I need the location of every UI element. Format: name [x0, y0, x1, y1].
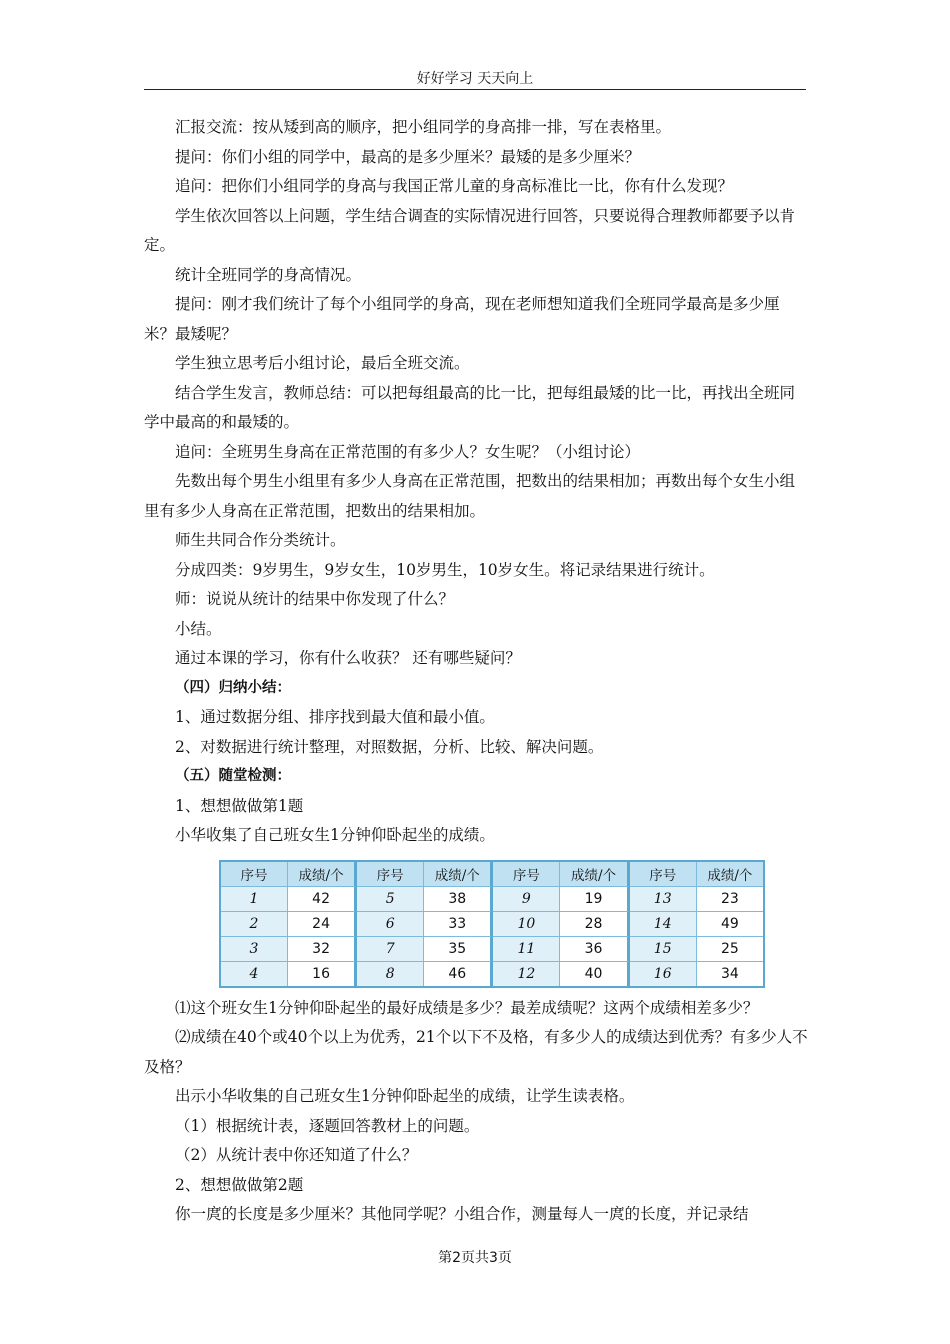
score-cell: 28: [560, 912, 629, 937]
summary-item: 2、对数据进行统计整理，对照数据，分析、比较、解决问题。: [175, 737, 604, 756]
paragraph: 汇报交流：按从矮到高的顺序，把小组同学的身高排一排，写在表格里。: [175, 118, 672, 136]
column-header-score: 成绩/个: [288, 862, 357, 887]
summary-item: 1、通过数据分组、排序找到最大值和最小值。: [175, 708, 495, 726]
paragraph: 学生依次回答以上问题，学生结合调查的实际情况进行回答，只要说得合理教师都要予以肯定。: [144, 206, 796, 254]
document-body: [144, 113, 808, 1230]
column-header-score: 成绩/个: [424, 862, 493, 887]
paragraph: 师：说说从统计的结果中你发现了什么？: [175, 590, 455, 608]
index-cell: 9: [493, 887, 560, 912]
index-cell: 6: [357, 912, 424, 937]
score-cell: 25: [697, 937, 763, 962]
paragraph: （2）从统计表中你还知道了什么？: [175, 1146, 418, 1164]
index-cell: 8: [357, 962, 424, 986]
situp-score-table: [219, 860, 765, 988]
paragraph: 学生独立思考后小组讨论，最后全班交流。: [175, 354, 470, 372]
index-cell: 11: [493, 937, 560, 962]
paragraphs-after: [144, 994, 808, 1230]
paragraph: 通过本课的学习，你有什么收获？ 还有哪些疑问？: [175, 649, 521, 667]
paragraph: 你一庹的长度是多少厘米？其他同学呢？小组合作，测量每人一庹的长度，并记录结: [175, 1205, 749, 1223]
score-cell: 40: [560, 962, 629, 986]
column-header-index: 序号: [493, 862, 560, 887]
score-cell: 36: [560, 937, 629, 962]
score-cell: 49: [697, 912, 763, 937]
section-heading-summary: （四）归纳小结：: [175, 679, 291, 696]
index-cell: 2: [221, 912, 288, 937]
exercise-intro: 小华收集了自己班女生1分钟仰卧起坐的成绩。: [175, 826, 495, 844]
index-cell: 15: [630, 937, 697, 962]
header-rule: [144, 89, 806, 90]
index-cell: 16: [630, 962, 697, 986]
exercise-title: 1、想想做做第1题: [175, 796, 304, 815]
index-cell: 4: [221, 962, 288, 986]
score-cell: 16: [288, 962, 357, 986]
score-cell: 23: [697, 887, 763, 912]
score-cell: 24: [288, 912, 357, 937]
column-header-index: 序号: [630, 862, 697, 887]
index-cell: 3: [221, 937, 288, 962]
table-row: [221, 912, 763, 937]
score-cell: 38: [424, 887, 493, 912]
score-cell: 35: [424, 937, 493, 962]
paragraph: 提问：你们小组的同学中，最高的是多少厘米？最矮的是多少厘米？: [175, 147, 641, 166]
paragraph: （1）根据统计表，逐题回答教材上的问题。: [175, 1116, 480, 1135]
paragraph: 先数出每个男生小组里有多少人身高在正常范围，把数出的结果相加；再数出每个女生小组里有多少人身高在正常范围，把数出的结果相加。: [144, 472, 796, 520]
paragraph: 分成四类：9岁男生，9岁女生，10岁男生，10岁女生。将记录结果进行统计。: [175, 560, 715, 579]
paragraph: 提问：刚才我们统计了每个小组同学的身高，现在老师想知道我们全班同学最高是多少厘米？最矮呢？: [144, 295, 780, 343]
index-cell: 5: [357, 887, 424, 912]
index-cell: 13: [630, 887, 697, 912]
table-row: [221, 962, 763, 986]
table-row: [221, 887, 763, 912]
column-header-score: 成绩/个: [560, 862, 629, 887]
index-cell: 14: [630, 912, 697, 937]
index-cell: 7: [357, 937, 424, 962]
index-cell: 10: [493, 912, 560, 937]
page-number: 第2页共3页: [438, 1250, 512, 1266]
paragraph: 追问：全班男生身高在正常范围的有多少人？女生呢？（小组讨论）: [175, 442, 641, 461]
score-cell: 42: [288, 887, 357, 912]
score-cell: 46: [424, 962, 493, 986]
paragraph: 结合学生发言，教师总结：可以把每组最高的比一比，把每组最矮的比一比，再找出全班同学中最高的和最矮的。: [144, 383, 796, 431]
paragraph: ⑵成绩在40个或40个以上为优秀，21个以下不及格，有多少人的成绩达到优秀？有多少人不及格？: [144, 1028, 808, 1076]
paragraph: 师生共同合作分类统计。: [175, 531, 346, 549]
paragraph: ⑴这个班女生1分钟仰卧起坐的最好成绩是多少？最差成绩呢？这两个成绩相差多少？: [175, 998, 759, 1017]
paragraph: 统计全班同学的身高情况。: [175, 265, 362, 284]
paragraph: 追问：把你们小组同学的身高与我国正常儿童的身高标准比一比，你有什么发现？: [175, 177, 734, 195]
index-cell: 1: [221, 887, 288, 912]
paragraph: 出示小华收集的自己班女生1分钟仰卧起坐的成绩，让学生读表格。: [175, 1087, 635, 1105]
score-cell: 32: [288, 937, 357, 962]
paragraphs-before: [144, 113, 808, 674]
paragraph: 2、想想做做第2题: [175, 1175, 304, 1194]
page-header: 好好学习 天天向上: [416, 71, 534, 87]
score-cell: 19: [560, 887, 629, 912]
index-cell: 12: [493, 962, 560, 986]
column-header-score: 成绩/个: [697, 862, 763, 887]
column-header-index: 序号: [221, 862, 288, 887]
column-header-index: 序号: [357, 862, 424, 887]
score-cell: 34: [697, 962, 763, 986]
table-row: [221, 937, 763, 962]
section-heading-quiz: （五）随堂检测：: [175, 768, 291, 784]
score-cell: 33: [424, 912, 493, 937]
paragraph: 小结。: [175, 619, 222, 638]
table-header-row: [221, 862, 763, 887]
